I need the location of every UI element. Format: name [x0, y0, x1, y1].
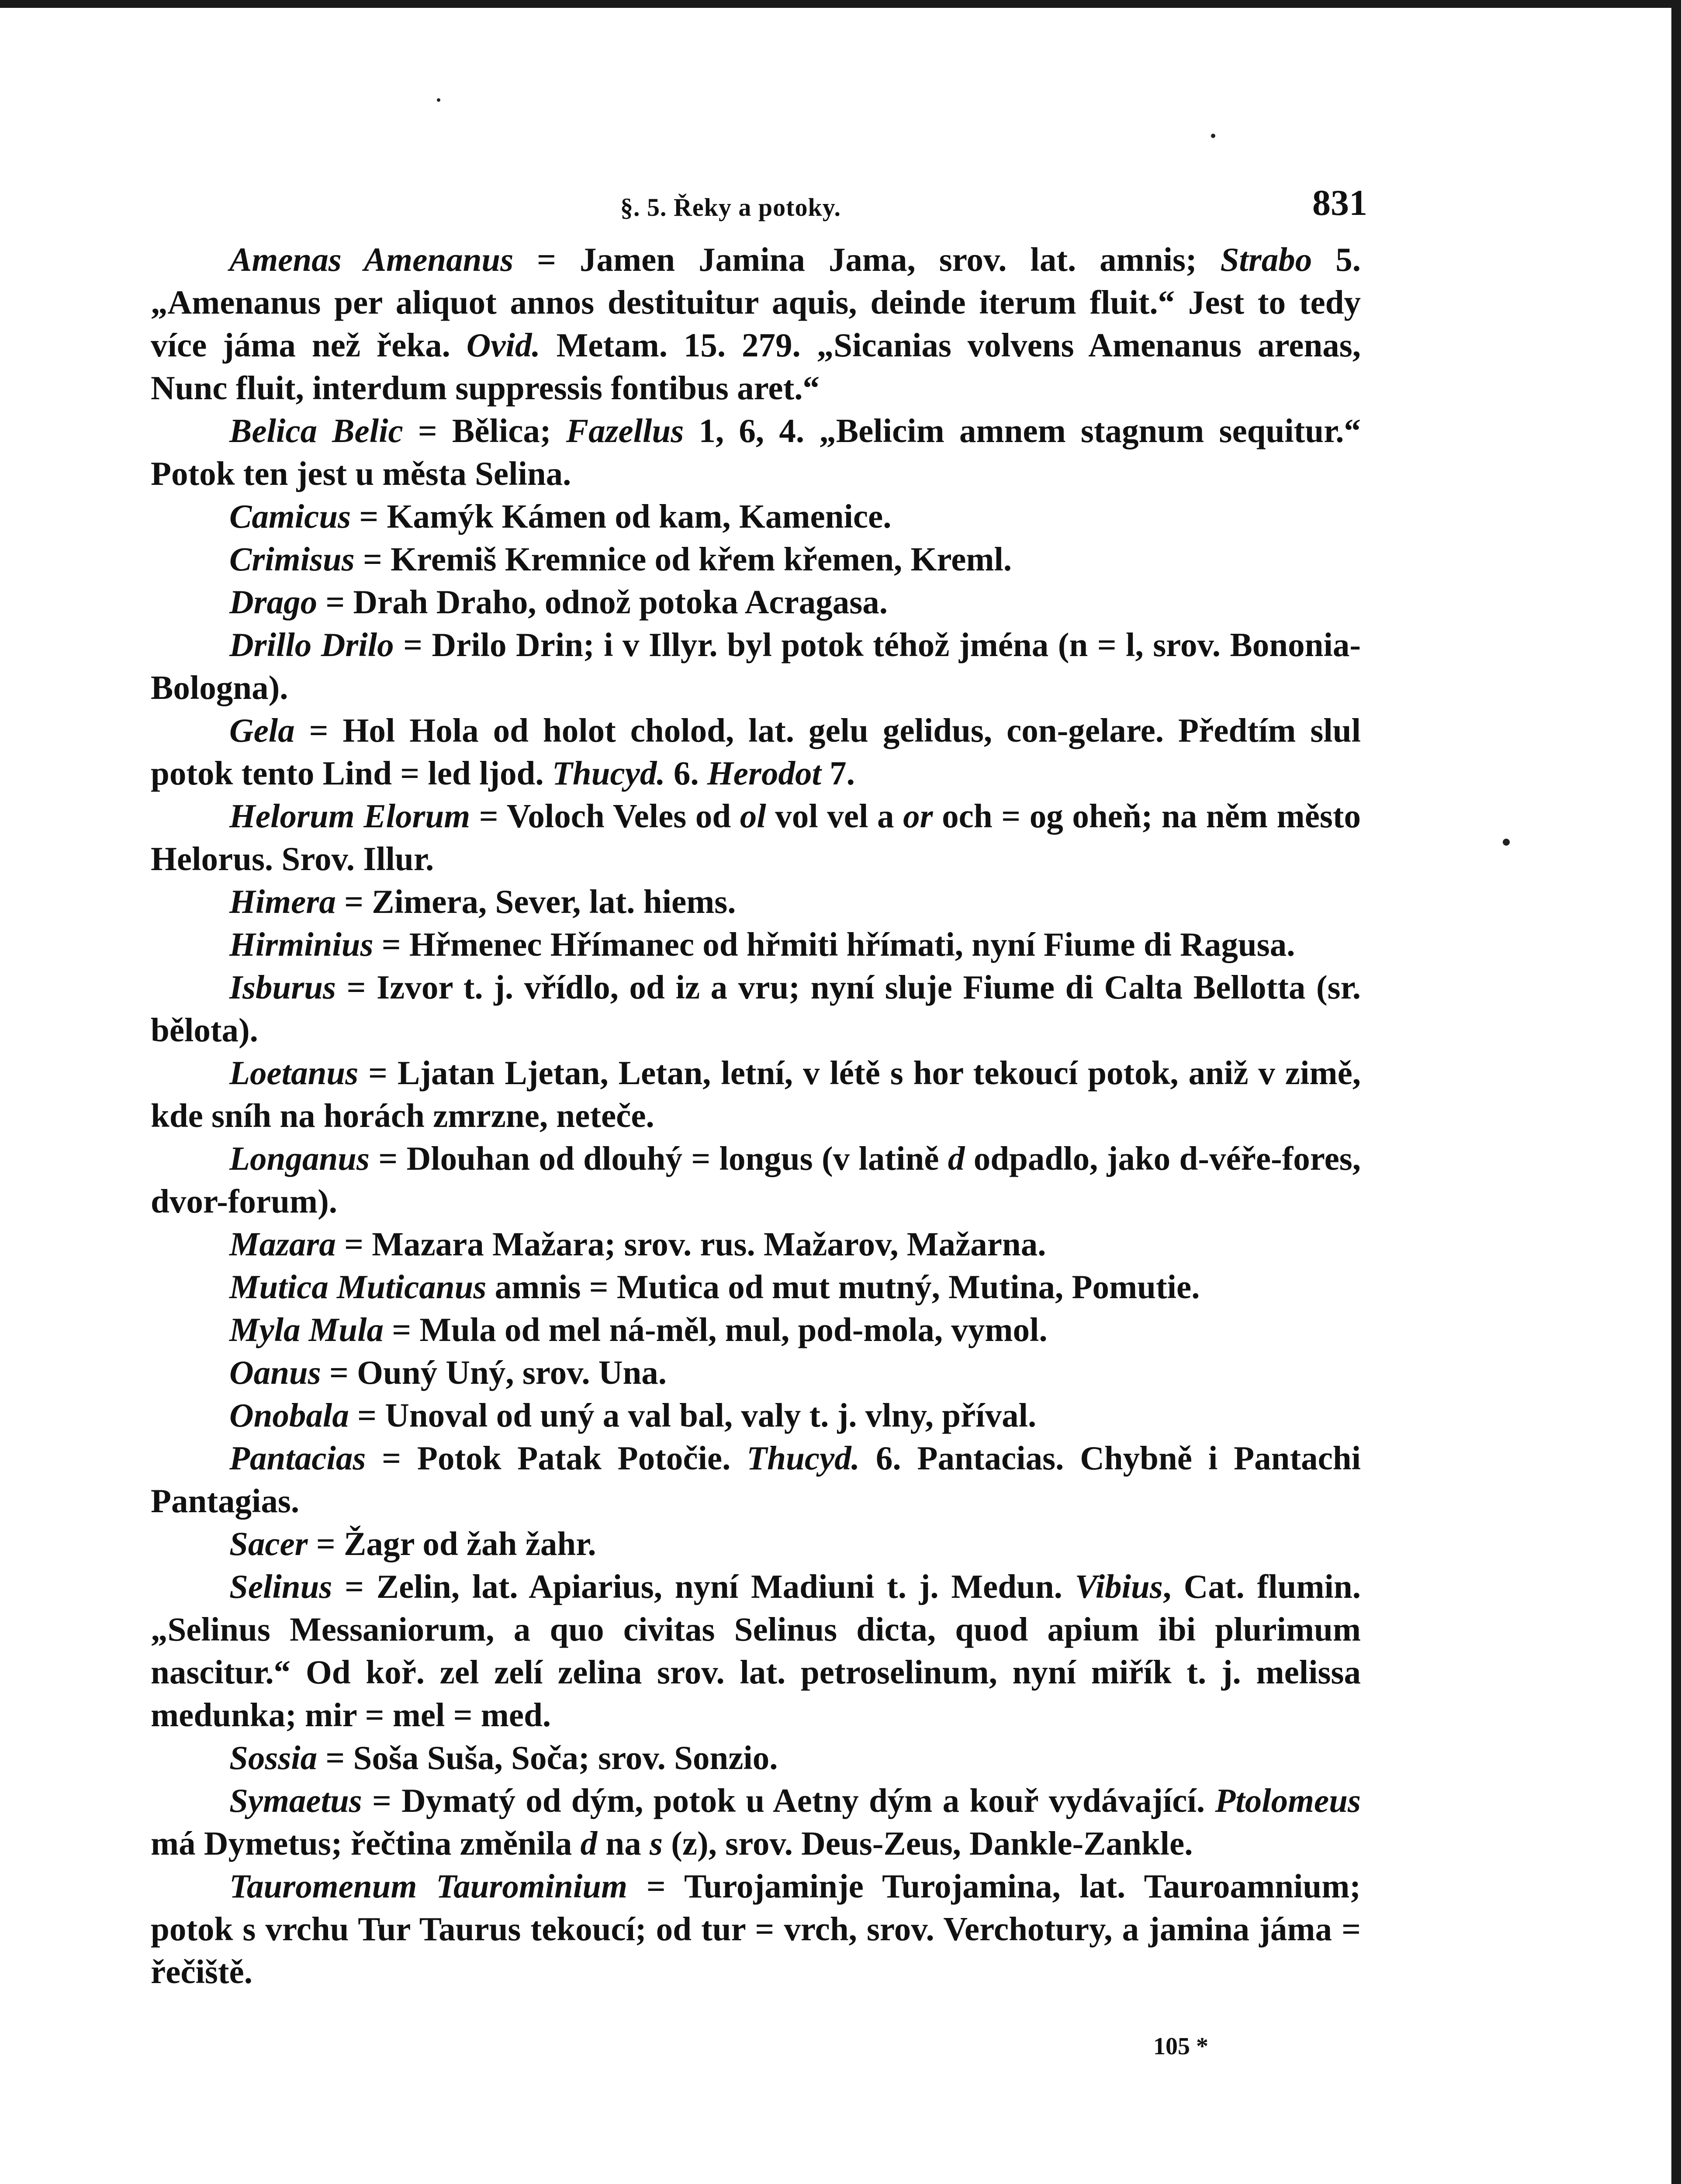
entry-text: = Soša Suša, Soča; srov. Sonzio.	[317, 1739, 778, 1776]
dictionary-entry	[151, 581, 1361, 623]
entry-headword: Himera	[229, 883, 336, 920]
dictionary-entry	[151, 623, 1361, 709]
entry-text: = Drilo Drin; i v Illyr. byl potok téhož jména (n = l, srov. Bononia-Bologna).	[151, 626, 1361, 706]
entry-text: = Ljatan Ljetan, Letan, letní, v létě s hor tekoucí potok, aniž v zimě, kde sníh na horách zmrzne, neteče.	[151, 1054, 1361, 1134]
entry-headword: Mutica Muticanus	[229, 1268, 487, 1306]
entry-text: = Zimera, Sever, lat. hiems.	[336, 883, 736, 920]
entry-text: má Dymetus; řečtina změnila	[151, 1825, 581, 1862]
entry-headword: Hirminius	[229, 926, 374, 963]
dictionary-entry	[151, 1137, 1361, 1223]
dictionary-entry	[151, 1394, 1361, 1437]
entry-headword: Belica Belic	[229, 412, 403, 449]
entry-text: = Mula od mel ná-měl, mul, pod-mola, vymol.	[383, 1311, 1048, 1348]
entry-headword: Drago	[229, 583, 318, 621]
ink-speck	[1211, 134, 1215, 138]
dictionary-entry	[151, 795, 1361, 880]
entry-italic: Ovid.	[466, 326, 540, 364]
dictionary-entry	[151, 1779, 1361, 1865]
entry-text: (z), srov. Deus-Zeus, Dankle-Zankle.	[662, 1825, 1193, 1862]
entry-headword: Camicus	[229, 498, 351, 535]
entry-headword: Sacer	[229, 1525, 308, 1562]
entry-headword: Longanus	[229, 1140, 370, 1177]
entry-italic: Strabo	[1220, 241, 1312, 278]
entry-italic: or	[903, 797, 933, 835]
entry-text: = Voloch Veles od	[470, 797, 740, 835]
entry-headword: Helorum Elorum	[229, 797, 470, 835]
entry-text: 1, 6, 4. „Belicim amnem stagnum sequitur.“ Potok ten jest u města Selina.	[151, 412, 1361, 492]
ink-speck	[1503, 839, 1510, 846]
entry-text: vol vel a	[766, 797, 903, 835]
entry-text: = Potok Patak Potočie.	[366, 1439, 747, 1477]
entry-text: = Kamýk Kámen od kam, Kamenice.	[351, 498, 892, 535]
dictionary-entry	[151, 923, 1361, 966]
entry-text: = Ouný Uný, srov. Una.	[321, 1354, 667, 1391]
entry-text: = Drah Draho, odnož potoka Acragasa.	[317, 583, 888, 621]
dictionary-entry	[151, 1223, 1361, 1265]
entry-text: = Dlouhan od dlouhý = longus (v latině	[369, 1140, 948, 1177]
entry-italic: Thucyd.	[552, 754, 665, 792]
entry-text: 6.	[665, 754, 707, 792]
dictionary-entry	[151, 1437, 1361, 1522]
entry-headword: Drillo Drilo	[229, 626, 394, 663]
entry-italic: Vibius	[1075, 1568, 1163, 1605]
entry-text: = Zelin, lat. Apiarius, nyní Madiuni t. j. Medun.	[332, 1568, 1075, 1605]
dictionary-entry	[151, 538, 1361, 581]
dictionary-entry	[151, 1265, 1361, 1308]
entry-text: = Bělica;	[403, 412, 566, 449]
scan-edge-top	[0, 0, 1681, 8]
entry-text: na	[597, 1825, 650, 1862]
entry-italic: d	[580, 1825, 598, 1862]
dictionary-entry	[151, 409, 1361, 495]
running-title: §. 5. Řeky a potoky.	[620, 193, 841, 221]
entry-text: = Unoval od uný a val bal, valy t. j. vlny, příval.	[349, 1396, 1037, 1434]
page-number: 831	[1312, 183, 1367, 223]
entry-headword: Sossia	[229, 1739, 318, 1776]
dictionary-entry	[151, 709, 1361, 795]
entry-text: = Kremiš Kremnice od křem křemen, Kreml.	[354, 540, 1012, 578]
entry-headword: Loetanus	[229, 1054, 359, 1092]
entry-headword: Amenas Amenanus	[229, 241, 514, 278]
entry-italic: Fazellus	[566, 412, 684, 449]
entry-headword: Gela	[229, 712, 295, 749]
entry-text: 5. „Amenanus per aliquot annos destituitur aquis, deinde iterum fluit.“ Jest to tedy více jáma než řeka.	[151, 241, 1361, 364]
ink-speck	[437, 98, 440, 102]
signature-mark: 105 *	[1153, 2033, 1208, 2060]
entry-text: = Jamen Jamina Jama, srov. lat. amnis;	[513, 241, 1221, 278]
entry-text: = Izvor t. j. vřídlo, od iz a vru; nyní sluje Fiume di Calta Bellotta (sr. bělota).	[151, 968, 1361, 1049]
dictionary-entry	[151, 1051, 1361, 1137]
dictionary-entry	[151, 1308, 1361, 1351]
entry-headword: Pantacias	[229, 1439, 366, 1477]
dictionary-entry	[151, 1865, 1361, 1993]
entry-text: amnis = Mutica od mut mutný, Mutina, Pomutie.	[486, 1268, 1200, 1306]
entry-headword: Oanus	[229, 1354, 321, 1391]
entry-headword: Onobala	[229, 1396, 349, 1434]
entry-italic: Herodot	[707, 754, 821, 792]
entry-text: = Hřmenec Hřímanec od hřmiti hřímati, nyní Fiume di Ragusa.	[373, 926, 1295, 963]
entry-text: 7.	[821, 754, 855, 792]
scan-edge-right	[1671, 0, 1681, 2184]
entry-italic: d	[948, 1140, 965, 1177]
dictionary-entries	[151, 238, 1361, 1993]
entry-text: Metam. 15. 279. „Sicanias volvens Amenanus arenas, Nunc fluit, interdum suppressis fontibus aret.“	[151, 326, 1361, 407]
dictionary-entry	[151, 880, 1361, 923]
dictionary-entry	[151, 495, 1361, 538]
dictionary-entry	[151, 1565, 1361, 1736]
entry-text: = Hol Hola od holot cholod, lat. gelu gelidus, con-gelare. Předtím slul potok tento Lind = led ljod.	[151, 712, 1361, 792]
entry-headword: Myla Mula	[229, 1311, 384, 1348]
entry-headword: Isburus	[229, 968, 336, 1006]
entry-text: 6. Pantacias. Chybně i Pantachi Pantagias.	[151, 1439, 1361, 1520]
entry-headword: Tauromenum Taurominium	[229, 1867, 628, 1905]
entry-italic: s	[649, 1825, 663, 1862]
dictionary-entry	[151, 238, 1361, 409]
entry-headword: Crimisus	[229, 540, 355, 578]
entry-text: = Žagr od žah žahr.	[308, 1525, 596, 1562]
entry-headword: Symaetus	[229, 1782, 362, 1819]
entry-italic: Ptolomeus	[1215, 1782, 1361, 1819]
dictionary-entry	[151, 1351, 1361, 1394]
entry-italic: Thucyd.	[747, 1439, 860, 1477]
entry-headword: Mazara	[229, 1225, 336, 1263]
dictionary-entry	[151, 966, 1361, 1051]
entry-text: och = og oheň; na něm město Helorus. Srov. Illur.	[151, 797, 1361, 878]
entry-italic: ol	[740, 797, 766, 835]
entry-headword: Selinus	[229, 1568, 332, 1605]
entry-text: , Cat. flumin. „Selinus Messaniorum, a quo civitas Selinus dicta, quod apium ibi plurimum nascitur.“ Od koř. zel zelí zelina srov. lat. petroselinum, nyní miřík t. j. melissa medunka; mir = mel = med.	[151, 1568, 1361, 1734]
entry-text: = Dymatý od dým, potok u Aetny dým a kouř vydávající.	[362, 1782, 1215, 1819]
entry-text: odpadlo, jako d-véře-fores, dvor-forum).	[151, 1140, 1361, 1220]
entry-text: = Turojaminje Turojamina, lat. Tauroamnium; potok s vrchu Tur Taurus tekoucí; od tur = vrch, srov. Verchotury, a jamina jáma = řečiště.	[151, 1867, 1361, 1990]
dictionary-entry	[151, 1736, 1361, 1779]
entry-text: = Mazara Mažara; srov. rus. Mažarov, Mažarna.	[336, 1225, 1046, 1263]
dictionary-entry	[151, 1522, 1361, 1565]
